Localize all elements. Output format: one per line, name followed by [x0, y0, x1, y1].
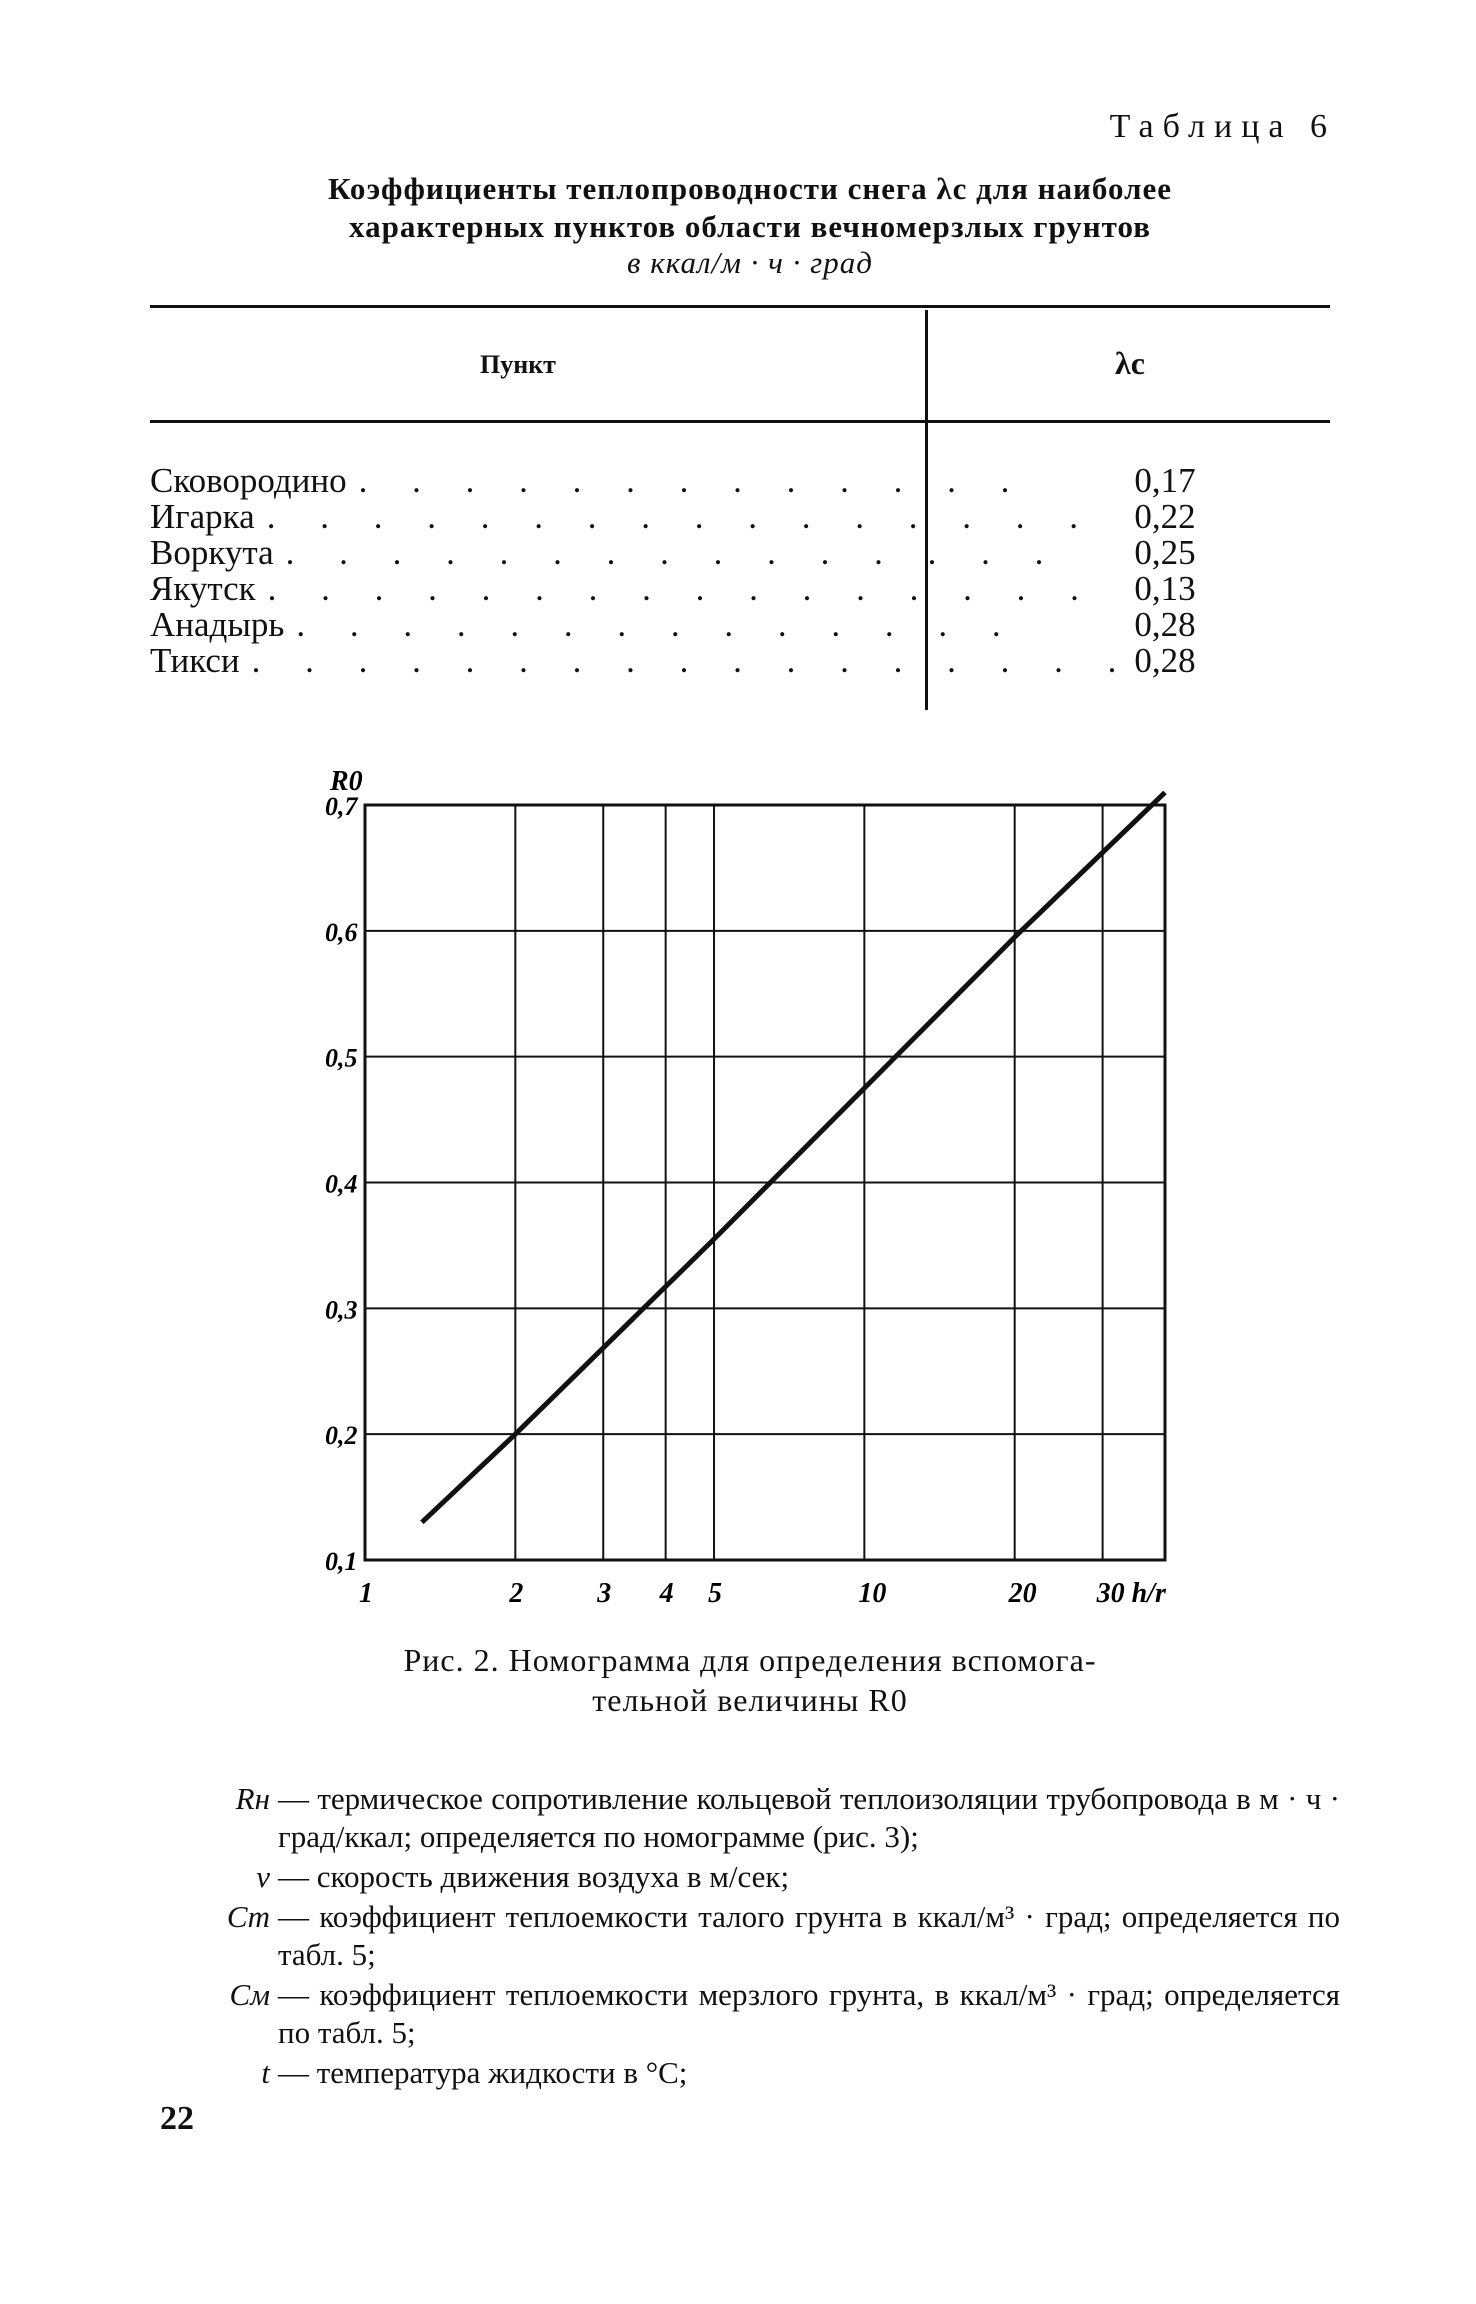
figure-caption-line2: тельной величины R0 [592, 1682, 908, 1718]
definition-text: — коэффициент теплоемкости талого грунта в ккал/м³ · град; определяется по табл. 5; [278, 1899, 1340, 1972]
definition-text: — температура жидкости в °С; [278, 2055, 688, 2090]
table-header-lambda: λс [1115, 345, 1145, 381]
definitions-list [150, 1780, 1340, 2094]
table-row-value: 0,28 [1134, 641, 1196, 680]
x-tick-label: 30 h/r [1096, 1578, 1166, 1609]
table-caption-line3: в ккал/м · ч · град [627, 245, 873, 280]
figure-caption-line1: Рис. 2. Номограмма для определения вспомога- [403, 1642, 1097, 1678]
table-row-name: Якутск . . . . . . . . . . . . . . . . [150, 569, 1097, 608]
y-axis-label: R0 [330, 766, 363, 797]
table-row-value: 0,13 [1134, 569, 1196, 608]
y-tick-label: 0,5 [325, 1043, 358, 1073]
definition-item [150, 2054, 1340, 2092]
definition-symbol: Rн [235, 1781, 270, 1816]
x-tick-label: 4 [659, 1578, 674, 1609]
nomogram-chart [300, 760, 1200, 1620]
table-caption-line1: Коэффициенты теплопроводности снега λс для наиболее [327, 171, 1172, 206]
definition-symbol: v [256, 1859, 270, 1894]
table-row-name: Воркута . . . . . . . . . . . . . . . [150, 533, 1062, 572]
table-row-value: 0,28 [1134, 605, 1196, 644]
definition-symbol: t [261, 2055, 270, 2090]
definition-item [150, 1780, 1340, 1856]
x-tick-label: 10 [858, 1578, 887, 1609]
y-tick-label: 0,6 [325, 917, 358, 947]
definition-item [150, 1898, 1340, 1974]
table-row-value: 0,22 [1134, 497, 1196, 536]
y-tick-label: 0,2 [325, 1421, 358, 1451]
chart-grid [365, 805, 1165, 1560]
table-row-name: Тикси . . . . . . . . . . . . . . . . . [150, 641, 1135, 680]
x-tick-label: 1 [359, 1578, 373, 1609]
table-row-name: Сковородино . . . . . . . . . . . . . [150, 461, 1028, 500]
chart-series [422, 792, 1165, 1522]
page-number: 22 [160, 2100, 194, 2137]
definition-item [150, 1976, 1340, 2052]
definition-text: — коэффициент теплоемкости мерзлого грунта, в ккал/м³ · град; определяется по табл. 5; [278, 1977, 1340, 2050]
table-row-name: Анадырь . . . . . . . . . . . . . . [150, 605, 1019, 644]
table-row-value: 0,17 [1134, 461, 1196, 500]
y-tick-label: 0,1 [325, 1547, 358, 1576]
definition-text: — термическое сопротивление кольцевой теплоизоляции трубопровода в м · ч · град/ккал; определяется по номограмме (рис. 3); [278, 1781, 1340, 1854]
table-row-value: 0,25 [1134, 533, 1196, 572]
y-tick-label: 0,4 [325, 1169, 358, 1199]
definition-text: — скорость движения воздуха в м/сек; [278, 1859, 790, 1894]
table-caption-line2: характерных пунктов области вечномерзлых грунтов [349, 209, 1151, 244]
table-header-point: Пункт [480, 350, 556, 379]
y-tick-label: 0,3 [325, 1295, 358, 1325]
x-tick-label: 20 [1008, 1578, 1037, 1609]
definition-symbol: Cт [226, 1899, 270, 1934]
series-line [422, 792, 1165, 1522]
definition-item [150, 1858, 1340, 1896]
x-tick-label: 2 [509, 1578, 524, 1609]
table-top-rule [150, 305, 1330, 308]
y-tick-label: 0,7 [325, 792, 358, 821]
table-header-rule [150, 420, 1330, 423]
definition-symbol: Cм [229, 1977, 270, 2012]
table-row-name: Игарка . . . . . . . . . . . . . . . . [150, 497, 1096, 536]
x-tick-label: 3 [597, 1578, 612, 1609]
table-label: Таблица 6 [1109, 108, 1336, 145]
x-tick-label: 5 [708, 1578, 723, 1609]
